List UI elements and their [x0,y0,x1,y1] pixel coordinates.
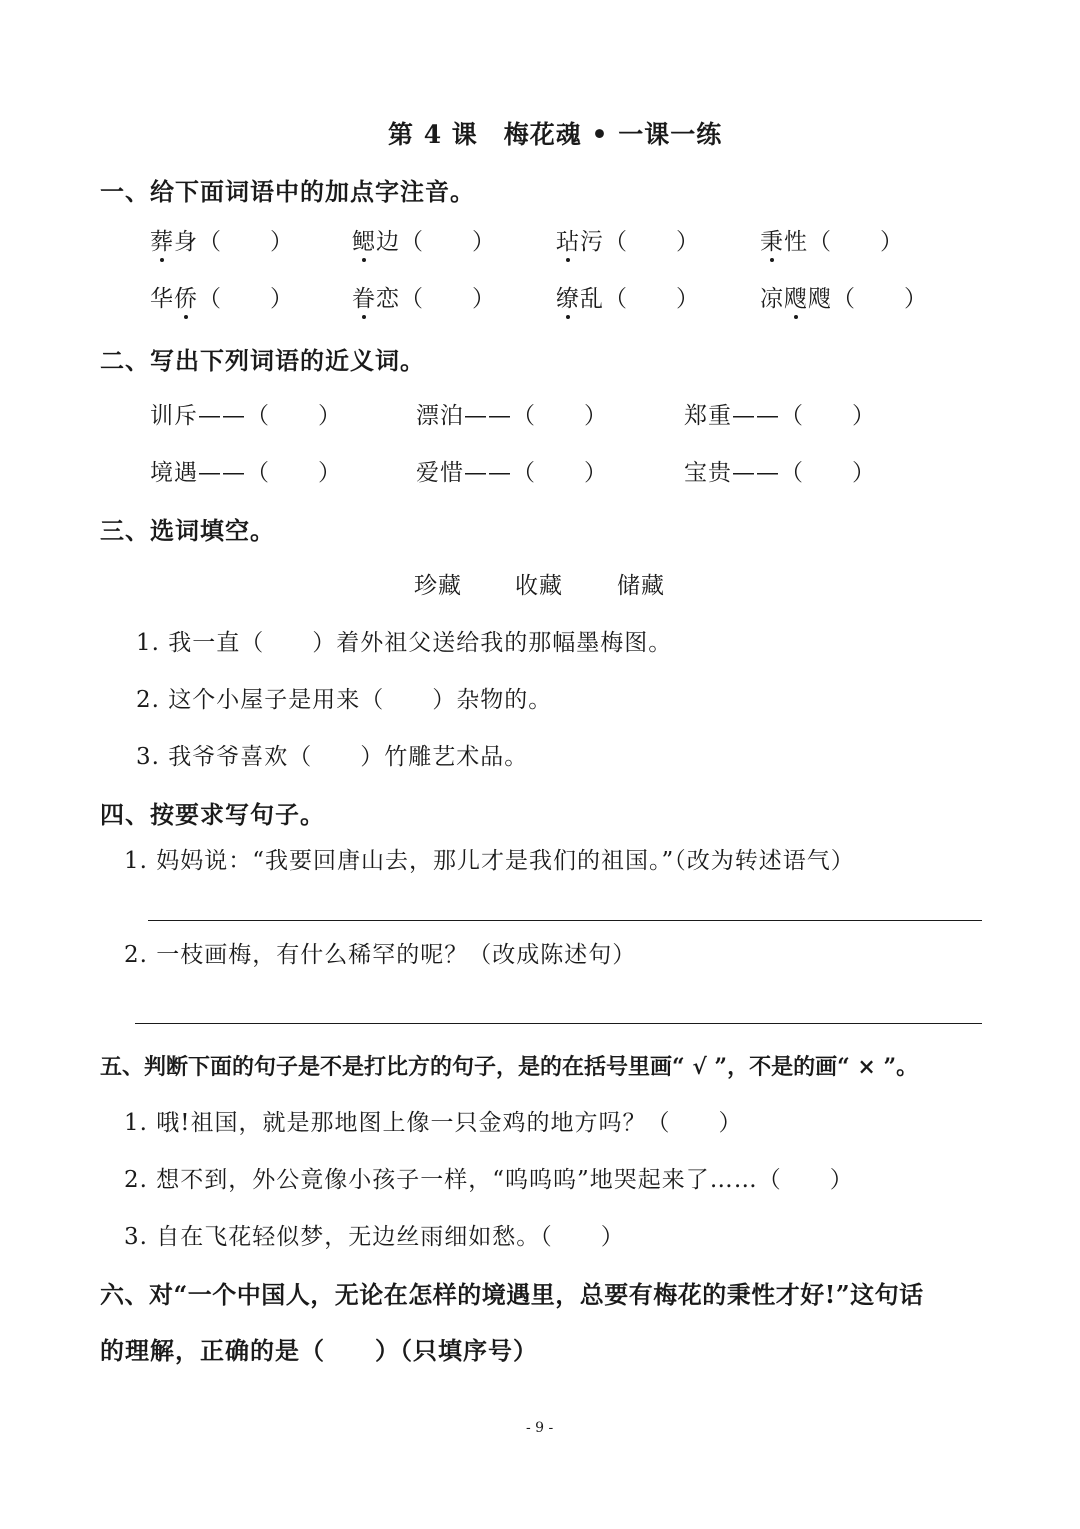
dotted-char: 玷 [556,229,580,255]
synonym-item: 郑重——（ ） [684,403,876,429]
pinyin-item: 秉性（ ） [760,229,904,255]
pinyin-item: 玷污（ ） [556,229,700,255]
fill-question: 1. 我一直（ ）着外祖父送给我的那幅墨梅图。 [136,630,673,656]
page-number: - 9 - [526,1420,554,1436]
word-choice: 储藏 [617,573,665,599]
judge-question: 3. 自在飞花轻似梦，无边丝雨细如愁。（ ） [124,1224,625,1250]
word-choice: 收藏 [515,573,563,599]
pinyin-item: 鳃边（ ） [352,229,496,255]
judge-question: 1. 哦!祖国，就是那地图上像一只金鸡的地方吗？（ ） [124,1110,743,1136]
synonym-item: 漂泊——（ ） [416,403,608,429]
page-title: 第 4 课 梅花魂 • 一课一练 [388,120,723,149]
fill-question: 3. 我爷爷喜欢（ ）竹雕艺术品。 [136,744,529,770]
synonym-item: 境遇——（ ） [150,460,342,486]
section4-heading: 四、按要求写句子。 [100,800,325,829]
dotted-char: 眷 [352,286,376,312]
section2-heading: 二、写出下列词语的近义词。 [100,346,425,375]
section6-line2: 的理解，正确的是（ ）（只填序号） [100,1336,538,1365]
word-choice: 珍藏 [414,573,462,599]
pinyin-item: 华侨（ ） [150,286,294,312]
dotted-char: 秉 [760,229,784,255]
judge-question: 2. 想不到，外公竟像小孩子一样，“呜呜呜”地哭起来了……（ ） [124,1167,854,1193]
section1-heading: 一、给下面词语中的加点字注音。 [100,177,475,206]
pinyin-item: 葬身（ ） [150,229,294,255]
answer-line[interactable] [135,1023,982,1024]
synonym-item: 爱惜——（ ） [416,460,608,486]
fill-question: 2. 这个小屋子是用来（ ）杂物的。 [136,687,553,713]
dotted-char: 侨 [174,286,198,312]
synonym-item: 训斥——（ ） [150,403,342,429]
rewrite-question: 2. 一枝画梅，有什么稀罕的呢？（改成陈述句） [124,942,637,968]
section6-line1: 六、对“一个中国人，无论在怎样的境遇里，总要有梅花的秉性才好!”这句话 [100,1280,924,1309]
dotted-char: 鳃 [352,229,376,255]
dotted-char: 飕 [784,286,808,312]
dotted-char: 缭 [556,286,580,312]
pinyin-item: 缭乱（ ） [556,286,700,312]
synonym-item: 宝贵——（ ） [684,460,876,486]
section3-heading: 三、选词填空。 [100,516,275,545]
section5-heading: 五、判断下面的句子是不是打比方的句子，是的在括号里画“ √ ”，不是的画“ × ”。 [100,1054,919,1080]
pinyin-item: 眷恋（ ） [352,286,496,312]
rewrite-question: 1. 妈妈说：“我要回唐山去，那儿才是我们的祖国。”（改为转述语气） [124,848,855,874]
pinyin-item: 凉飕飕（ ） [760,286,928,312]
dotted-char: 葬 [150,229,174,255]
answer-line[interactable] [148,920,982,921]
